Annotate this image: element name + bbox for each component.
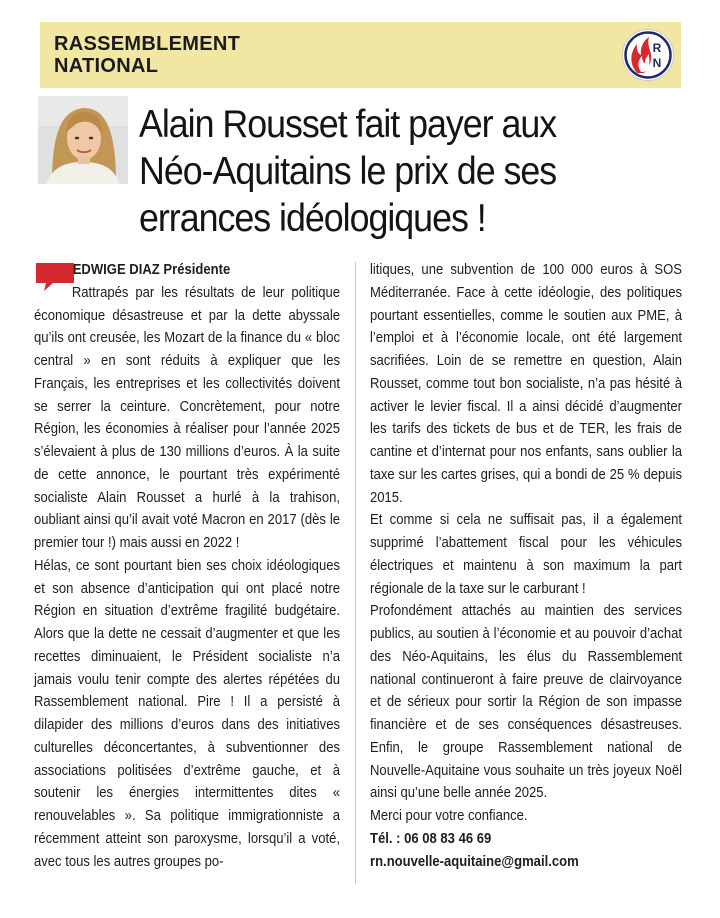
author-line — [34, 259, 379, 282]
logo-letter-r: R — [652, 41, 662, 55]
author-role: Présidente — [163, 261, 231, 278]
article-column-right — [370, 259, 682, 873]
logo-letter-n: N — [652, 56, 662, 70]
article-headline: Alain Rousset fait payer aux Néo-Aquitains le prix de ses errances idéologiques ! — [139, 103, 557, 240]
party-header-band — [40, 22, 681, 88]
article-paragraph: Rattrapés par les résultats de leur politique économique désastreuse et par la dette abyssale qu’ils ont creusée, les Mozart de la finance du « bloc central » en sont réduits à expliquer que les Français, les entreprises et les collectivités doivent se serrer la ceinture. Concrètement, pour notre Région, les économies à réaliser pour l’année 2025 s’élevaient à plus de 130 millions d’euros. À la suite de cette annonce, le pourtant très expérimenté socialiste Alain Rousset a hurlé à la trahison, oubliant ainsi qu’il avait voté Macron en 2017 (dès le premier tour !) mais aussi en 2022 ! — [34, 283, 340, 551]
article-paragraph: Merci pour votre confiance. — [370, 807, 528, 824]
author-name: EDWIGE DIAZ — [72, 261, 160, 278]
article-column-left — [34, 259, 340, 873]
party-name: RASSEMBLEMENT NATIONAL — [54, 33, 241, 77]
article-paragraph: Et comme si cela ne suffisait pas, il a également supprimé l’abattement fiscal pour les véhicules électriques et maintenu à son maximum la part régionale de la taxe sur le carburant ! — [370, 511, 682, 597]
contact-phone: Tél. : 06 08 83 46 69 — [370, 829, 492, 847]
author-photo — [38, 96, 128, 184]
article-paragraph: litiques, une subvention de 100 000 euros à SOS Méditerranée. Face à cette idéologie, des politiques pourtant essentielles, comme le soutien aux PME, à l’emploi et à l’économie locale, ont été largement sacrifiées. Loin de se remettre en question, Alain Rousset, comme tout bon socialiste, n’a pas hésité à activer le levier fiscal. Il a ainsi décidé d’augmenter les tarifs des tickets de bus et de TER, les frais de cantine et d’internat pour nos enfants, sans oublier la taxe sur les cartes grises, qui a bondi de 25 % depuis 2015. — [370, 261, 682, 506]
contact-email: rn.nouvelle-aquitaine@gmail.com — [370, 852, 579, 870]
article-paragraph: Profondément attachés au maintien des services publics, au soutien à l’économie et au pouvoir d’achat des Néo-Aquitains, les élus du Rassemblement national continueront à faire preuve de clairvoyance et de sérieux pour sortir la Région de son impasse financière et de ses conséquences désastreuses. Enfin, le groupe Rassemblement national de Nouvelle-Aquitaine vous souhaite un très joyeux Noël ainsi qu’une belle année 2025. — [370, 602, 682, 802]
rn-logo — [621, 28, 675, 82]
article-paragraph: Hélas, ce sont pourtant bien ses choix idéologiques et son absence d’anticipation qui ont placé notre Région en situation d’extrême fragilité budgétaire. Alors que la dette ne cessait d’augmenter et que les recettes diminuaient, le Président socialiste n’a jamais voulu tenir compte des alertes répétées du Rassemblement national. Pire ! Il a persisté à dilapider des millions d’euros dans des initiatives culturelles déconcertantes, à subventionner des associations politisées d’extrême gauche, et à soutenir les énergies intermittentes dites « renouvelables ». Sa politique immigrationniste a récemment atteint son paroxysme, lorsqu’il a voté, avec tous les autres groupes po- — [34, 556, 340, 870]
column-divider — [355, 262, 356, 884]
